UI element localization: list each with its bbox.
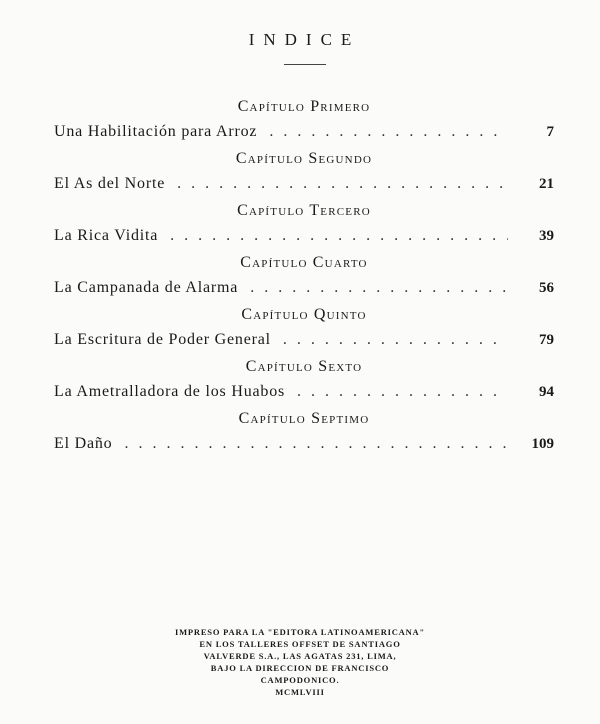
printer-colophon [0, 626, 600, 698]
chapter-1 [54, 96, 554, 148]
colophon-year: MCMLVIII [275, 687, 325, 697]
colophon-line: VALVERDE S.A., LAS AGATAS 231, LIMA, [203, 651, 397, 661]
chapter-7 [54, 408, 554, 460]
entry-title: El As del Norte [54, 175, 166, 192]
entry-page-number: 7 [546, 124, 554, 140]
toc-entry[interactable] [54, 276, 554, 300]
entry-page-number: 79 [539, 332, 554, 348]
chapter-heading: Capítulo Sexto [245, 358, 363, 375]
colophon-line: CAMPODONICO. [260, 675, 340, 685]
dot-leader [269, 120, 508, 144]
entry-page-number: 56 [539, 280, 554, 296]
chapter-heading: Capítulo Cuarto [240, 254, 368, 271]
dot-leader [250, 276, 508, 300]
dot-leader [297, 380, 508, 404]
chapter-6 [54, 356, 554, 408]
entry-title: Una Habilitación para Arroz [54, 123, 258, 140]
toc-entry[interactable] [54, 120, 554, 144]
colophon-line: BAJO LA DIRECCION DE FRANCISCO [210, 663, 390, 673]
dot-leader [283, 328, 508, 352]
title-divider [284, 64, 326, 65]
chapter-5 [54, 304, 554, 356]
chapter-heading: Capítulo Primero [237, 98, 371, 115]
colophon-line: EN LOS TALLERES OFFSET DE SANTIAGO [199, 639, 401, 649]
page-title: INDICE [248, 30, 361, 49]
entry-title: El Daño [54, 435, 113, 452]
entry-page-number: 21 [539, 176, 554, 192]
entry-title: La Rica Vidita [54, 227, 159, 244]
chapter-2 [54, 148, 554, 200]
toc-entry[interactable] [54, 172, 554, 196]
chapter-heading: Capítulo Quinto [241, 306, 367, 323]
entry-page-number: 39 [539, 228, 554, 244]
toc-entry[interactable] [54, 380, 554, 404]
dot-leader [124, 432, 508, 456]
chapter-3 [54, 200, 554, 252]
toc-entry[interactable] [54, 432, 554, 456]
toc-entry[interactable] [54, 328, 554, 352]
entry-page-number: 94 [539, 384, 554, 400]
chapter-heading: Capítulo Septimo [238, 410, 370, 427]
entry-title: La Campanada de Alarma [54, 279, 239, 296]
entry-title: La Ametralladora de los Huabos [54, 383, 286, 400]
toc-entry[interactable] [54, 224, 554, 248]
table-of-contents [54, 96, 554, 460]
entry-title: La Escritura de Poder General [54, 331, 271, 348]
dot-leader [170, 224, 508, 248]
dot-leader [177, 172, 508, 196]
chapter-4 [54, 252, 554, 304]
colophon-line: IMPRESO PARA LA "EDITORA LATINOAMERICANA" [174, 627, 426, 637]
entry-page-number: 109 [531, 436, 554, 452]
chapter-heading: Capítulo Tercero [237, 202, 371, 219]
chapter-heading: Capítulo Segundo [235, 150, 373, 167]
